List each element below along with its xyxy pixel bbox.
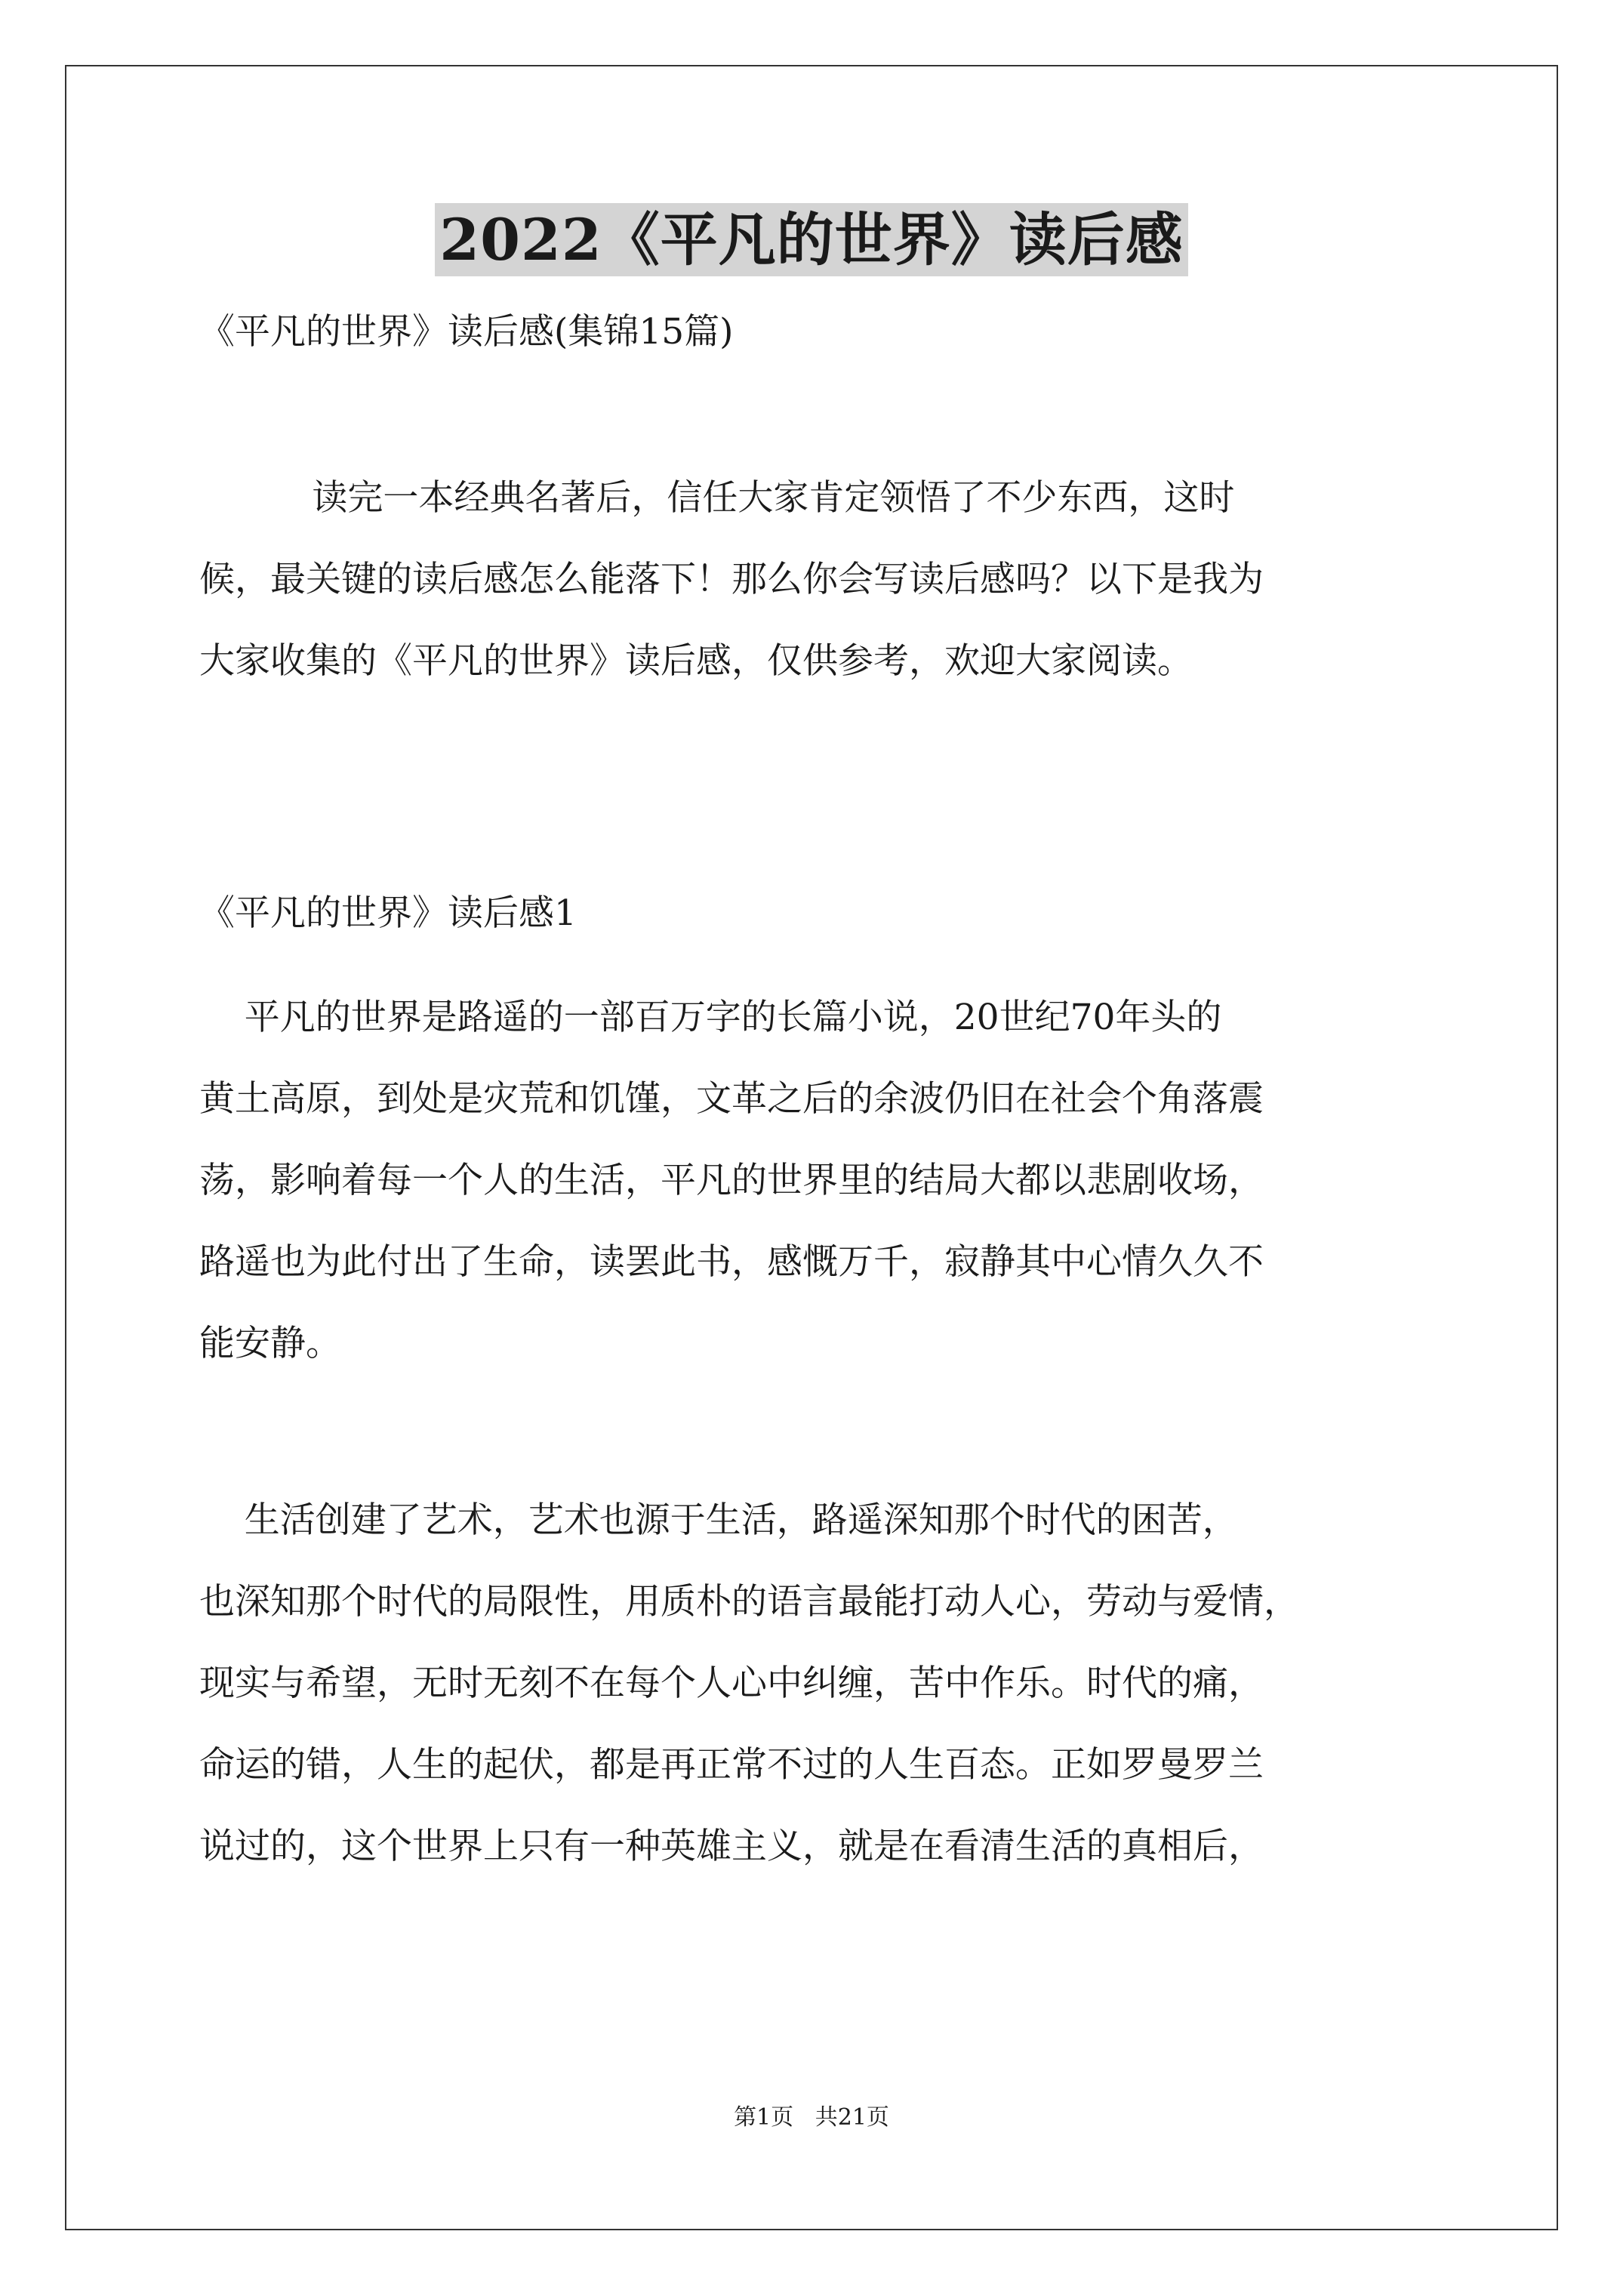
paragraph-line: 平凡的世界是路遥的一部百万字的长篇小说，20世纪70年头的 (199, 997, 1222, 1038)
document-subtitle: 《平凡的世界》读后感(集锦15篇) (199, 311, 734, 353)
paragraph-line: 说过的，这个世界上只有一种英雄主义，就是在看清生活的真相后， (199, 1826, 1264, 1867)
document-title: 2022《平凡的世界》读后感 (435, 203, 1188, 276)
paragraph-1 (199, 977, 1442, 1385)
intro-line: 读完一本经典名著后，信任大家肯定领悟了不少东西，这时 (199, 477, 1235, 519)
paragraph-line: 也深知那个时代的局限性，用质朴的语言最能打动人心，劳动与爱情， (199, 1581, 1299, 1623)
paragraph-line: 黄土高原，到处是灾荒和饥馑，文革之后的余波仍旧在社会个角落震 (199, 1078, 1264, 1120)
paragraph-line: 能安静。 (199, 1323, 341, 1364)
page-number-footer: 第1页 共21页 (734, 2104, 889, 2131)
paragraph-line: 路遥也为此付出了生命，读罢此书，感慨万千，寂静其中心情久久不 (199, 1241, 1264, 1283)
paragraph-line: 命运的错，人生的起伏，都是再正常不过的人生百态。正如罗曼罗兰 (199, 1744, 1264, 1786)
intro-paragraph (199, 458, 1442, 702)
intro-line: 大家收集的《平凡的世界》读后感，仅供参考，欢迎大家阅读。 (199, 640, 1193, 682)
paragraph-2 (199, 1480, 1442, 1888)
paragraph-line: 生活创建了艺术，艺术也源于生活，路遥深知那个时代的困苦， (199, 1499, 1238, 1541)
paragraph-line: 荡，影响着每一个人的生活，平凡的世界里的结局大都以悲剧收场， (199, 1160, 1264, 1201)
section-title: 《平凡的世界》读后感1 (199, 892, 577, 934)
paragraph-line: 现实与希望，无时无刻不在每个人心中纠缠，苦中作乐。时代的痛， (199, 1663, 1264, 1704)
document-title-container (0, 202, 1623, 278)
intro-line: 候，最关键的读后感怎么能落下！那么你会写读后感吗？以下是我为 (199, 559, 1264, 600)
